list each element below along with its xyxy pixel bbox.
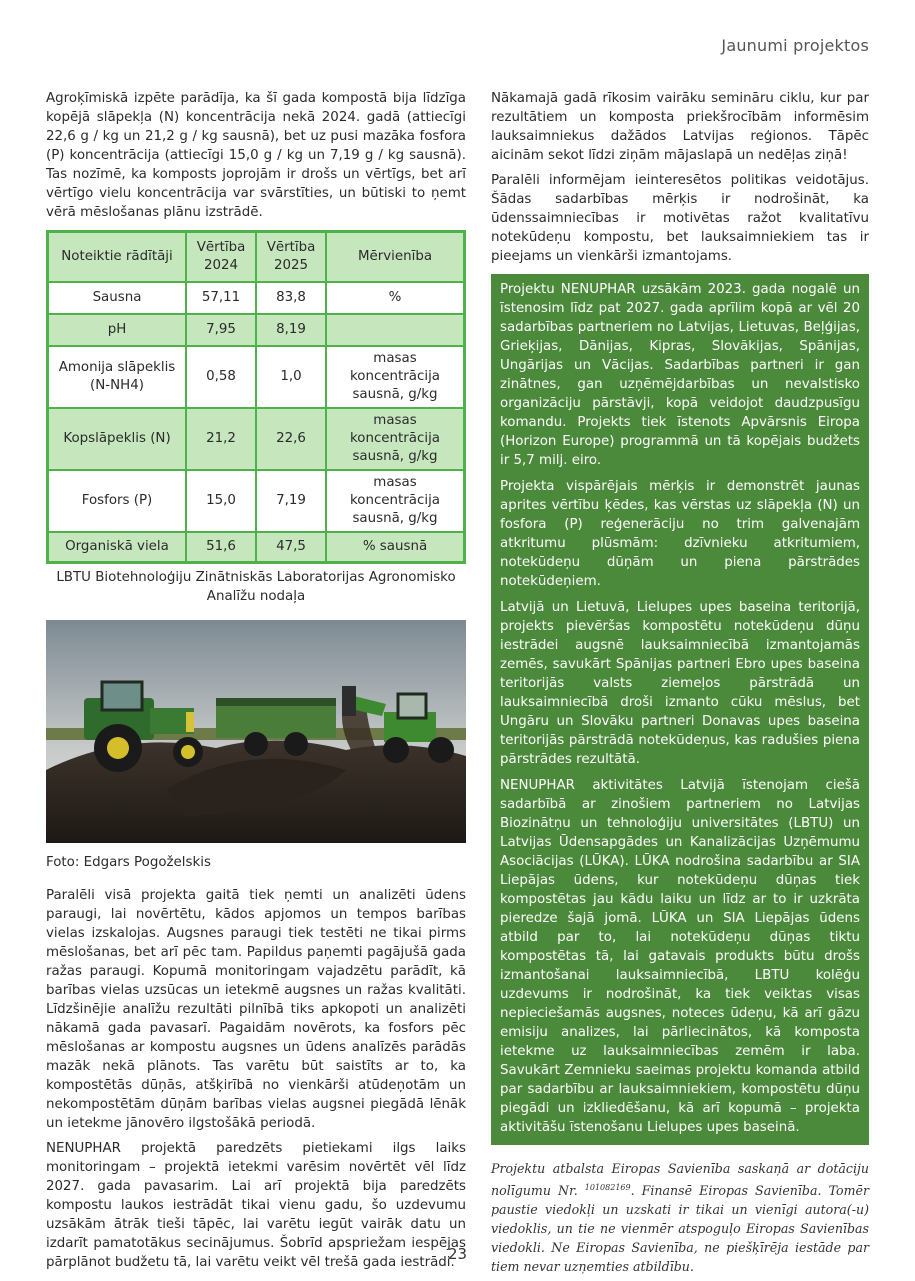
paragraph-monitoring: Paralēli visā projekta gaitā tiek ņemti un analizēti ūdens paraugi, lai novērtētu, kādos apjomos un tempos barības vielas izskalojas. Augsnes paraugi tiek testēti ne tikai pirms mēslošanas, bet arī pēc tam. Papildus paņemti pagājušā gada ražas paraugi. Kopumā monitoringam vajadzētu parādīt, kā barības vielas uzsūcas un ietekmē augsnes un ražas kvalitāti. Līdzšinējie analīžu rezultāti pilnībā tiks apkopoti un analizēti nākamā gada pavasarī. Pagaidām novērots, ka fosfors pēc mēslošanas ar kompostu augsnes un ūdens analīzēs parādās mazāk nekā plānots. Tas varētu būt saistīts ar to, ka kompostētās dūņās, atšķirībā no vienkārši atūdeņotām un nekompostētām dūņām barības vielas augsnei piegādā lēnāk un ietekme jānovēro ilgstošākā periodā. bbox=[46, 887, 466, 1131]
table-cell: 8,19 bbox=[256, 314, 326, 346]
right-column bbox=[491, 89, 869, 1276]
table-header-cell: Vērtība 2024 bbox=[186, 232, 256, 283]
table-cell: 51,6 bbox=[186, 532, 256, 562]
table-cell: 83,8 bbox=[256, 282, 326, 314]
table-header-cell: Vērtība 2025 bbox=[256, 232, 326, 283]
table-cell: Sausna bbox=[48, 282, 187, 314]
project-info-box bbox=[491, 274, 869, 1145]
table-cell: 47,5 bbox=[256, 532, 326, 562]
page-number: 23 bbox=[447, 1245, 468, 1263]
table-row bbox=[48, 470, 465, 532]
photo-illustration bbox=[46, 620, 466, 843]
table-cell: Organiskā viela bbox=[48, 532, 187, 562]
box-paragraph: Projekta vispārējais mērķis ir demonstrēt jaunas aprites vērtību ķēdes, kas vērstas uz slāpekļa (N) un fosfora (P) reģenerāciju no trim galvenajām atkritumu plūsmām: dzīvnieku atkritumiem, notekūdeņu dūņām un piena pārstrādes notekūdeņiem. bbox=[500, 479, 860, 589]
table-row bbox=[48, 314, 465, 346]
grant-number: 101082169 bbox=[584, 1183, 631, 1192]
box-paragraph: Projektu NENUPHAR uzsākām 2023. gada nogalē un īstenosim līdz pat 2027. gada aprīlim kopā ar vēl 20 sadarbības partneriem no Latvijas, Lietuvas, Beļģijas, Grieķijas, Dānijas, Kipras, Slovākijas, Spānijas, Ungārijas un Vācijas. Sadarbības partneri ir gan zinātnes, gan uzņēmējdarbības un nevalstisko organizāciju pārstāvji, kopā veidojot daudzpusīgu komandu. Projekts tiek īstenots Apvārsnis Eiropa (Horizon Europe) programmā un tā kopējais budžets ir 5,7 milj. eiro. bbox=[500, 282, 860, 468]
table-caption: LBTU Biotehnoloģiju Zinātniskās Laboratorijas Agronomisko Analīžu nodaļa bbox=[56, 569, 456, 604]
table-cell: 57,11 bbox=[186, 282, 256, 314]
paragraph-timeline: NENUPHAR projektā paredzēts pietiekami ilgs laiks monitoringam – projektā ietekmi varēsim novērtēt vēl līdz 2027. gada pavasarim. Lai arī projektā bija paredzēts kompostu laukos iestrādāt tikai vienu gadu, šo uzdevumu uzsākām ātrāk tieši tāpēc, lai varētu iegūt vairāk datu un izdarīt pamatotākus secinājumus. Šobrīd apspriežam iespējas pārplānot budžetu tā, lai varētu veikt vēl trešā gada iestrādi. bbox=[46, 1140, 466, 1270]
table-cell: pH bbox=[48, 314, 187, 346]
table-row bbox=[48, 346, 465, 408]
paragraph-intro: Agroķīmiskā izpēte parādīja, ka šī gada kompostā bija līdzīga kopējā slāpekļa (N) koncentrācija nekā 2024. gadā (attiecīgi 22,6 g / kg un 21,2 g / kg sausnā), bet uz pusi mazāka fosfora (P) koncentrācija (attiecīgi 15,0 g / kg un 7,19 g / kg sausnā). Tas nozīmē, ka komposts joprojām ir drošs un vērtīgs, bet arī vērtīgo vielu koncentrācija var svārstīties, un būtiski to ņemt vērā mēslošanas plānu izstrādē. bbox=[46, 91, 466, 220]
compost-analysis-table bbox=[46, 230, 466, 564]
table-cell: % sausnā bbox=[326, 532, 465, 562]
table-cell: 22,6 bbox=[256, 408, 326, 470]
table-cell: 7,95 bbox=[186, 314, 256, 346]
table-row bbox=[48, 532, 465, 562]
section-header: Jaunumi projektos bbox=[721, 36, 869, 55]
table-cell: 15,0 bbox=[186, 470, 256, 532]
box-paragraph: Latvijā un Lietuvā, Lielupes upes baseina teritorijā, projekts pievēršas kompostētu notekūdeņu dūņu iestrādei augsnē lauksaimniecībā izmantojamās zemēs, savukārt Spānijas partneri Ebro upes baseina teritorijās valsts ziemeļos pārstrādā un lauksaimniecībā droši izmanto cūku mēslus, bet Ungāru un Slovāku partneri Donavas upes baseina teritorijās pārstrādā notekūdeņus, kas radušies piena pārstrādes rezultātā. bbox=[500, 600, 860, 767]
left-column bbox=[46, 89, 466, 1278]
paragraph-seminars: Nākamajā gadā rīkosim vairāku semināru ciklu, kur par rezultātiem un komposta priekšrocībām informēsim lauksaimniekus dažādos Latvijas reģionos. Tāpēc aicinām sekot līdzi ziņām mājaslapā un nedēļas ziņā! bbox=[491, 91, 869, 163]
table-cell: 1,0 bbox=[256, 346, 326, 408]
box-paragraph: NENUPHAR aktivitātes Latvijā īstenojam ciešā sadarbībā ar zinošiem partneriem no Latvijas Biozinātņu un tehnoloģiju universitātes (LBTU) un Latvijas Ūdensapgādes un Kanalizācijas Uzņēmumu Asociācijas (LŪKA). LŪKA nodrošina sadarbību ar SIA Liepājas ūdens, kur notekūdeņu dūņas tiek kompostētas jau kādu laiku un līdz ar to ir uzkrāta pieredze šajā jomā. LŪKA un SIA Liepājas ūdens atbild par to, lai notekūdeņu dūņas tiktu kompostētas tā, lai gatavais produkts būtu drošs izmantošanai lauksaimniecībā, LBTU kolēģu uzdevums ir nodrošināt, ka tiek veiktas visas nepieciešamās augsnes, noteces ūdeņu, kā arī gāzu emisiju analizes, lai pārliecinātos, kā komposta ietekme uz lauksaimniecības zemēm ir laba. Savukārt Zemnieku saeimas projektu komanda atbild par sadarbību ar lauksaimniekiem, kompostētu dūņu piegādi un izkliedēšanu, kā arī kopumā – projekta aktivitāšu īstenošanu Lielupes upes baseinā. bbox=[500, 778, 860, 1135]
table-header-row bbox=[48, 232, 465, 283]
note-text: Projektu atbalsta Eiropas Savienība saskaņā ar dotāciju nolīgumu Nr. bbox=[491, 1161, 869, 1199]
table-cell: masas koncentrācija sausnā, g/kg bbox=[326, 470, 465, 532]
tractor-compost-photo bbox=[46, 620, 466, 843]
paragraph-policy: Paralēli informējam ieinteresētos politikas veidotājus. Šādas sadarbības mērķis ir nodrošināt, ka ūdenssaimniecības ir motivētas ražot kvalitatīvu notekūdeņu kompostu, bet lauksaimniekiem tas ir pieejams un vienkārši izmantojams. bbox=[491, 173, 869, 264]
table-row bbox=[48, 408, 465, 470]
table-cell: 21,2 bbox=[186, 408, 256, 470]
table-cell: Amonija slāpeklis (N-NH4) bbox=[48, 346, 187, 408]
table-header-cell: Noteiktie rādītāji bbox=[48, 232, 187, 283]
table-row bbox=[48, 282, 465, 314]
table-cell: Kopslāpeklis (N) bbox=[48, 408, 187, 470]
table-cell bbox=[326, 314, 465, 346]
table-cell: 0,58 bbox=[186, 346, 256, 408]
table-cell: % bbox=[326, 282, 465, 314]
table-cell: Fosfors (P) bbox=[48, 470, 187, 532]
photo-credit: Foto: Edgars Pogoželskis bbox=[46, 854, 211, 870]
note-text: . Finansē Eiropas Savienība. Tomēr paustie viedokļi un uzskati ir tikai un vienīgi autora(-u) viedoklis, un tie ne vienmēr atspoguļo Eiropas Savienības viedokli. Ne Eiropas Savienība, ne piešķīrēja iestāde par tiem nevar uzņemties atbildību. bbox=[491, 1183, 869, 1275]
table-cell: masas koncentrācija sausnā, g/kg bbox=[326, 408, 465, 470]
table-header-cell: Mērvienība bbox=[326, 232, 465, 283]
table-cell: masas koncentrācija sausnā, g/kg bbox=[326, 346, 465, 408]
table-cell: 7,19 bbox=[256, 470, 326, 532]
